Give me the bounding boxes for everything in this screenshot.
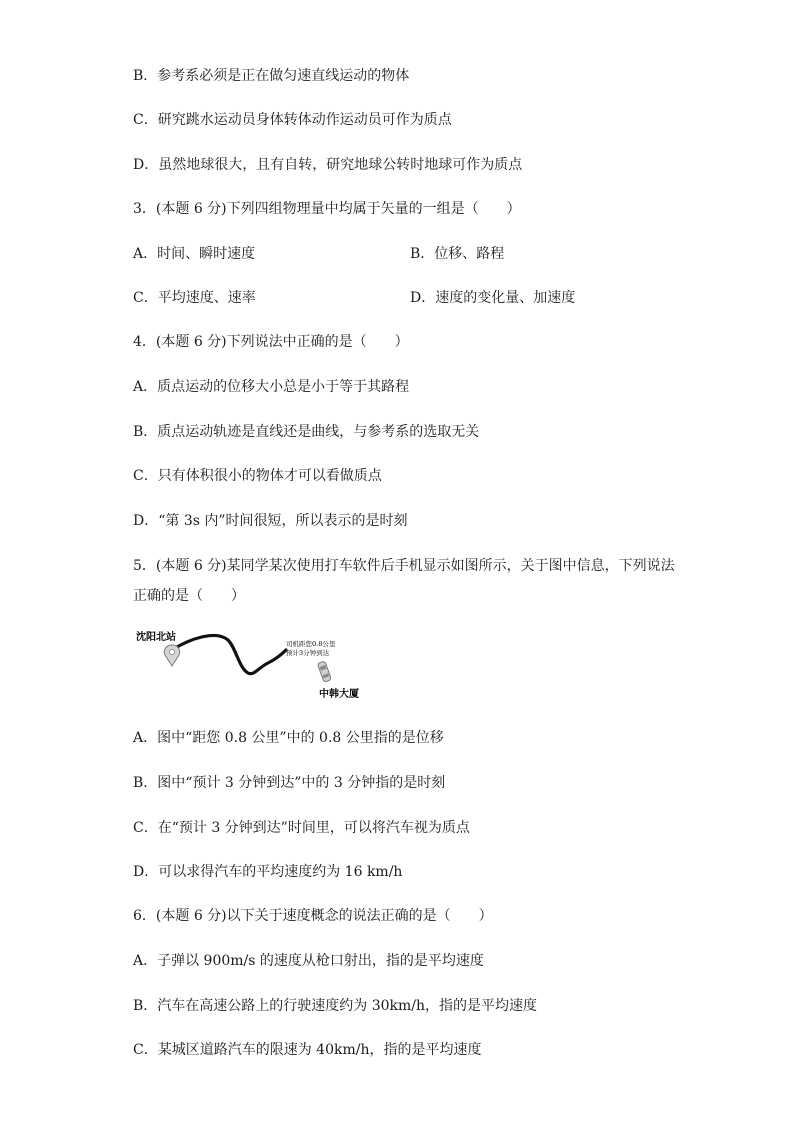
q2-option-c: C．研究跳水运动员身体转体动作运动员可作为质点 [133,112,452,128]
q5-option-a: A．图中“距您 0.8 公里”中的 0.8 公里指的是位移 [133,730,444,746]
car-icon [317,661,331,683]
ride-map-figure [136,628,376,706]
driver-distance-info: 司机距您0.8公里 [286,640,336,648]
q6-option-c: C．某城区道路汽车的限速为 40km/h，指的是平均速度 [133,1042,482,1058]
q3-stem: 3．(本题 6 分)下列四组物理量中均属于矢量的一组是（ ） [133,201,521,217]
q3-option-b: B．位移、路程 [410,246,505,262]
q4-stem: 4．(本题 6 分)下列说法中正确的是（ ） [133,334,409,350]
q3-option-d: D．速度的变化量、加速度 [410,290,576,306]
q3-option-c: C．平均速度、速率 [133,290,256,306]
q5-option-b: B．图中“预计 3 分钟到达”中的 3 分钟指的是时刻 [133,775,446,791]
q4-option-d: D．“第 3s 内”时间很短，所以表示的是时刻 [133,513,408,529]
q5-stem-line2: 正确的是（ ） [133,588,245,604]
start-station-label: 沈阳北站 [136,632,176,643]
q6-option-a: A．子弹以 900m/s 的速度从枪口射出，指的是平均速度 [133,953,484,969]
start-location-pin-icon [164,645,179,666]
q5-option-d: D．可以求得汽车的平均速度约为 16 km/h [133,864,403,880]
q4-option-c: C．只有体积很小的物体才可以看做质点 [133,468,382,484]
eta-info: 预计3分钟到达 [286,649,330,657]
q2-option-d: D．虽然地球很大，且有自转，研究地球公转时地球可作为质点 [133,157,523,173]
q6-option-b: B．汽车在高速公路上的行驶速度约为 30km/h，指的是平均速度 [133,998,538,1014]
q2-option-b: B．参考系必须是正在做匀速直线运动的物体 [133,68,410,84]
destination-label: 中韩大厦 [319,689,359,700]
q5-stem-line1: 5．(本题 6 分)某同学某次使用打车软件后手机显示如图所示，关于图中信息，下列说法 [133,558,675,574]
q6-stem: 6．(本题 6 分)以下关于速度概念的说法正确的是（ ） [133,908,493,924]
q5-option-c: C．在“预计 3 分钟到达”时间里，可以将汽车视为质点 [133,820,470,836]
q4-option-a: A．质点运动的位移大小总是小于等于其路程 [133,379,410,395]
route-line [172,635,286,673]
q4-option-b: B．质点运动轨迹是直线还是曲线，与参考系的选取无关 [133,424,480,440]
q3-option-a: A．时间、瞬时速度 [133,246,256,262]
